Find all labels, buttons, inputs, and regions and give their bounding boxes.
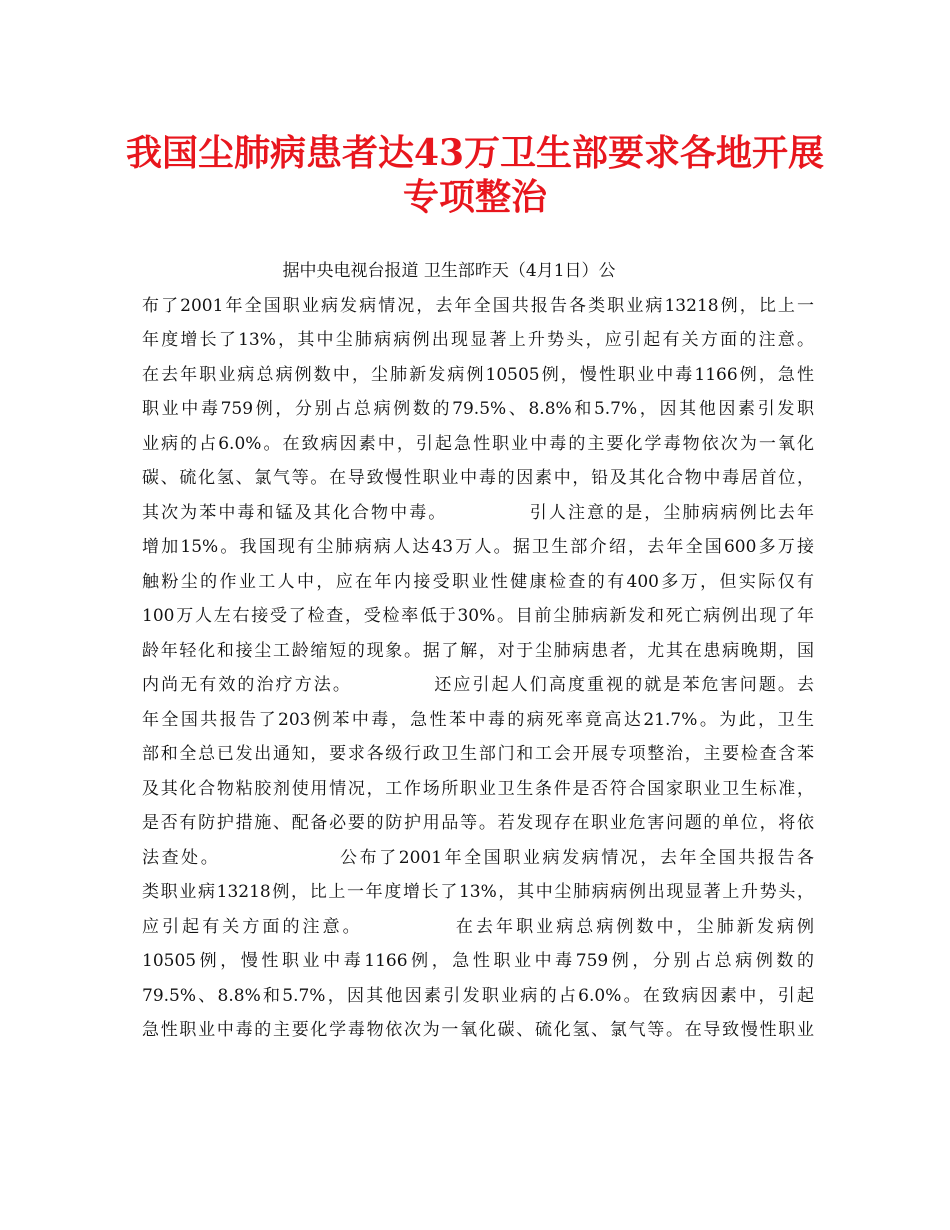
body-line: 内尚无有效的治疗方法。 还应引起人们高度重视的就是苯危害问题。去	[142, 675, 814, 695]
body-line: 100万人左右接受了检查，受检率低于30%。目前尘肺病新发和死亡病例出现了年	[142, 606, 814, 626]
body-line: 及其化合物粘胶剂使用情况，工作场所职业卫生条件是否符合国家职业卫生标准，	[142, 778, 814, 799]
body-line: 布了2001年全国职业病发病情况，去年全国共报告各类职业病13218例，比上一	[142, 295, 814, 316]
body-line: 法查处。 公布了2001年全国职业病发病情况，去年全国共报告各	[142, 847, 814, 868]
body-line: 部和全总已发出通知，要求各级行政卫生部门和工会开展专项整治，主要检查含苯	[142, 744, 814, 764]
body-line: 业病的占6.0%。在致病因素中，引起急性职业中毒的主要化学毒物依次为一氧化	[142, 433, 814, 454]
body-line: 职业中毒759例，分别占总病例数的79.5%、8.8%和5.7%，因其他因素引发职	[142, 399, 814, 419]
body-line: 龄年轻化和接尘工龄缩短的现象。据了解，对于尘肺病患者，尤其在患病晚期，国	[142, 640, 814, 661]
article-body	[142, 254, 814, 1048]
body-line: 其次为苯中毒和锰及其化合物中毒。 引人注意的是，尘肺病病例比去年	[142, 502, 814, 523]
body-line: 应引起有关方面的注意。 在去年职业病总病例数中，尘肺新发病例	[142, 916, 814, 937]
body-line: 触粉尘的作业工人中，应在年内接受职业性健康检查的有400多万，但实际仅有	[142, 571, 814, 592]
body-line: 在去年职业病总病例数中，尘肺新发病例10505例，慢性职业中毒1166例，急性	[142, 364, 814, 385]
body-line: 年全国共报告了203例苯中毒，急性苯中毒的病死率竟高达21.7%。为此，卫生	[142, 709, 814, 730]
body-line: 类职业病13218例，比上一年度增长了13%，其中尘肺病病例出现显著上升势头，	[142, 882, 814, 902]
body-line: 10505例，慢性职业中毒1166例，急性职业中毒759例，分别占总病例数的	[142, 951, 814, 971]
document-title-line-2: 专项整治	[402, 176, 547, 218]
body-line: 急性职业中毒的主要化学毒物依次为一氧化碳、硫化氢、氯气等。在导致慢性职业	[142, 1020, 814, 1040]
body-line: 79.5%、8.8%和5.7%，因其他因素引发职业病的占6.0%。在致病因素中，引起	[142, 985, 814, 1006]
body-line: 碳、硫化氢、氯气等。在导致慢性职业中毒的因素中，铅及其化合物中毒居首位，	[142, 468, 814, 488]
body-line: 据中央电视台报道 卫生部昨天（4月1日）公	[142, 261, 616, 281]
body-line: 增加15%。我国现有尘肺病病人达43万人。据卫生部介绍，去年全国600多万接	[142, 537, 814, 557]
body-line: 年度增长了13%，其中尘肺病病例出现显著上升势头，应引起有关方面的注意。	[142, 330, 814, 350]
document-title-line-1: 我国尘肺病患者达43万卫生部要求各地开展	[125, 132, 825, 174]
body-line: 是否有防护措施、配备必要的防护用品等。若发现存在职业危害问题的单位，将依	[142, 813, 814, 833]
